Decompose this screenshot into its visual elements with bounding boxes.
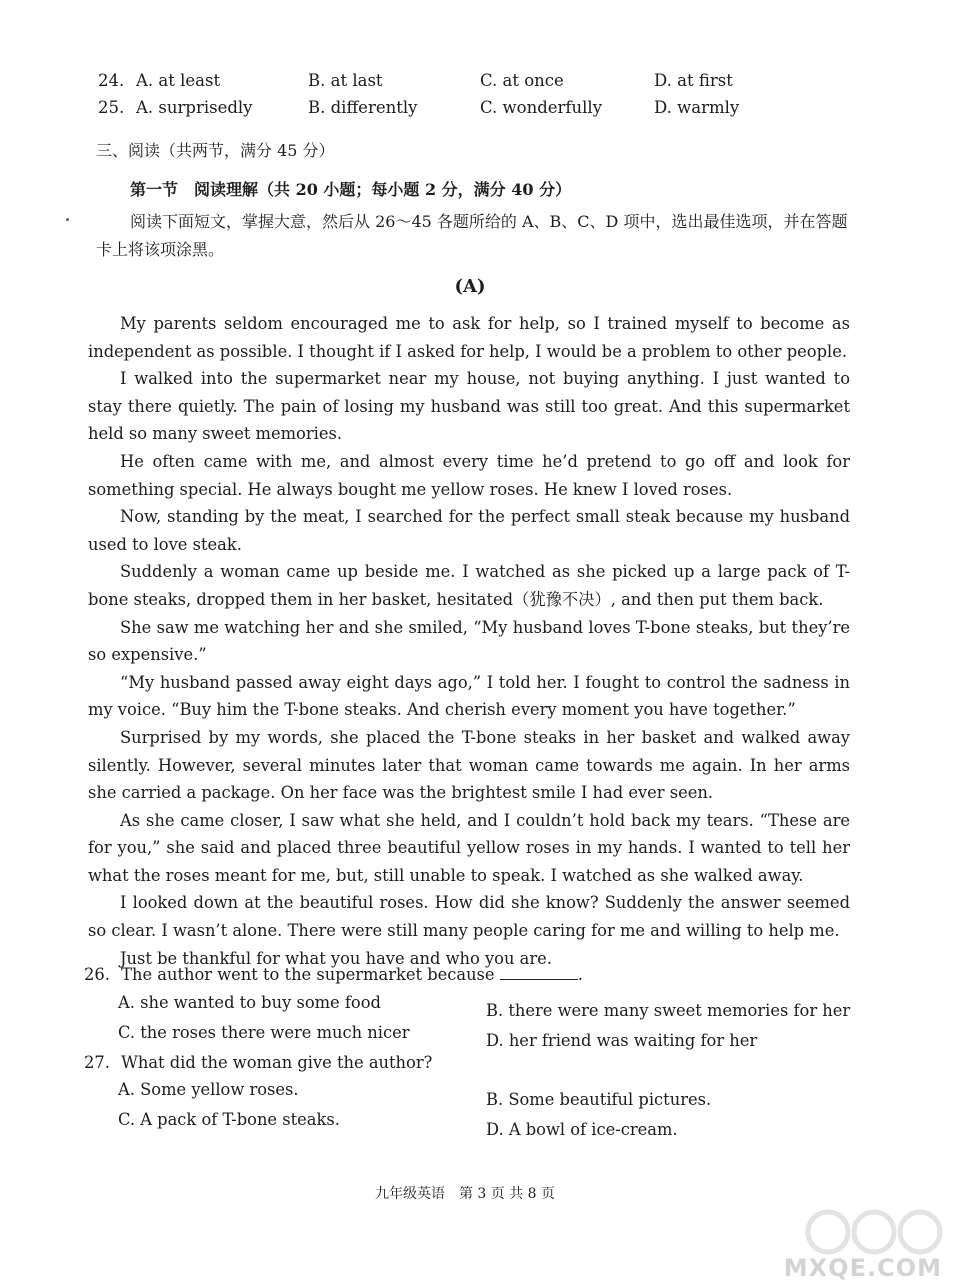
option-a: A. at least bbox=[136, 71, 221, 90]
instructions: 阅读下面短文，掌握大意，然后从 26～45 各题所给的 A、B、C、D 项中，选出最佳选项，并在答题卡上将该项涂黑。 bbox=[96, 212, 848, 259]
paragraph: She saw me watching her and she smiled, “My husband loves T-bone steaks, but they’re so expensive.” bbox=[88, 617, 850, 665]
option-c: C. the roses there were much nicer bbox=[118, 1023, 410, 1042]
passage-a bbox=[88, 310, 850, 972]
option-d: D. A bowl of ice-cream. bbox=[486, 1120, 678, 1139]
question-number: 25. bbox=[98, 98, 125, 117]
question-27-stem bbox=[84, 1052, 432, 1074]
scan-speck bbox=[66, 218, 69, 221]
paragraph: Suddenly a woman came up beside me. I watched as she picked up a large pack of T-bone steaks, dropped them in her basket, hesitated（犹豫不决）, and then put them back. bbox=[88, 562, 850, 609]
paragraph: I walked into the supermarket near my house, not buying anything. I just wanted to stay there quietly. The pain of losing my husband was still too great. And this supermarket held so many sweet memories. bbox=[88, 369, 850, 444]
question-number: 27. bbox=[84, 1053, 110, 1072]
question-number: 24. bbox=[98, 71, 125, 90]
page-footer: 九年级英语 第 3 页 共 8 页 bbox=[374, 1186, 556, 1202]
option-b: B. there were many sweet memories for her bbox=[486, 1001, 851, 1020]
answer-blank bbox=[500, 965, 578, 980]
question-text: The author went to the supermarket because bbox=[121, 965, 495, 984]
option-b: B. differently bbox=[308, 98, 418, 117]
question-25 bbox=[98, 97, 858, 121]
question-number: 26. bbox=[84, 965, 110, 984]
option-a: A. surprisedly bbox=[136, 98, 253, 117]
paragraph: As she came closer, I saw what she held, and I couldn’t hold back my tears. “These are for you,” she said and placed three beautiful yellow roses in my hands. I wanted to tell her what the roses meant for me, but, still unable to speak. I watched as she walked away. bbox=[88, 810, 850, 885]
question-24 bbox=[98, 70, 858, 94]
option-c: C. A pack of T-bone steaks. bbox=[118, 1110, 340, 1129]
option-c: C. wonderfully bbox=[480, 98, 603, 117]
option-d: D. warmly bbox=[654, 98, 740, 117]
option-b: B. at last bbox=[308, 71, 383, 90]
option-d: D. her friend was waiting for her bbox=[486, 1031, 758, 1050]
option-d: D. at first bbox=[654, 71, 733, 90]
paragraph: Just be thankful for what you have and who you are. bbox=[120, 948, 552, 968]
option-b: B. Some beautiful pictures. bbox=[486, 1090, 712, 1109]
paragraph: Surprised by my words, she placed the T-bone steaks in her basket and walked away silently. However, several minutes later that woman came towards me again. In her arms she carried a package. On her face was the brightest smile I had ever seen. bbox=[88, 727, 850, 803]
paragraph: My parents seldom encouraged me to ask for help, so I trained myself to become as independent as possible. I thought if I asked for help, I would be a problem to other people. bbox=[88, 314, 850, 361]
question-26-stem bbox=[84, 964, 583, 986]
paragraph: “My husband passed away eight days ago,” I told her. I fought to control the sadness in my voice. “Buy him the T-bone steaks. And cherish every moment you have together.” bbox=[88, 672, 850, 720]
section-3-title: 三、阅读（共两节，满分 45 分） bbox=[96, 141, 335, 160]
watermark-text: MXQE.COM bbox=[783, 1254, 942, 1282]
paragraph: I looked down at the beautiful roses. How did she know? Suddenly the answer seemed so clear. I wasn’t alone. There were still many people caring for me and willing to help me. bbox=[88, 893, 850, 941]
option-a: A. Some yellow roses. bbox=[118, 1080, 299, 1099]
paragraph: He often came with me, and almost every time he’d pretend to go off and look for something special. He always bought me yellow roses. He knew I loved roses. bbox=[88, 451, 850, 499]
passage-title: (A) bbox=[454, 276, 486, 297]
paragraph: Now, standing by the meat, I searched for the perfect small steak because my husband used to love steak. bbox=[88, 507, 850, 554]
option-a: A. she wanted to buy some food bbox=[118, 993, 381, 1012]
part-1-title: 第一节 阅读理解（共 20 小题；每小题 2 分，满分 40 分） bbox=[130, 180, 572, 199]
option-c: C. at once bbox=[480, 71, 564, 90]
stem-end: . bbox=[577, 965, 583, 984]
question-text: What did the woman give the author? bbox=[121, 1053, 433, 1072]
